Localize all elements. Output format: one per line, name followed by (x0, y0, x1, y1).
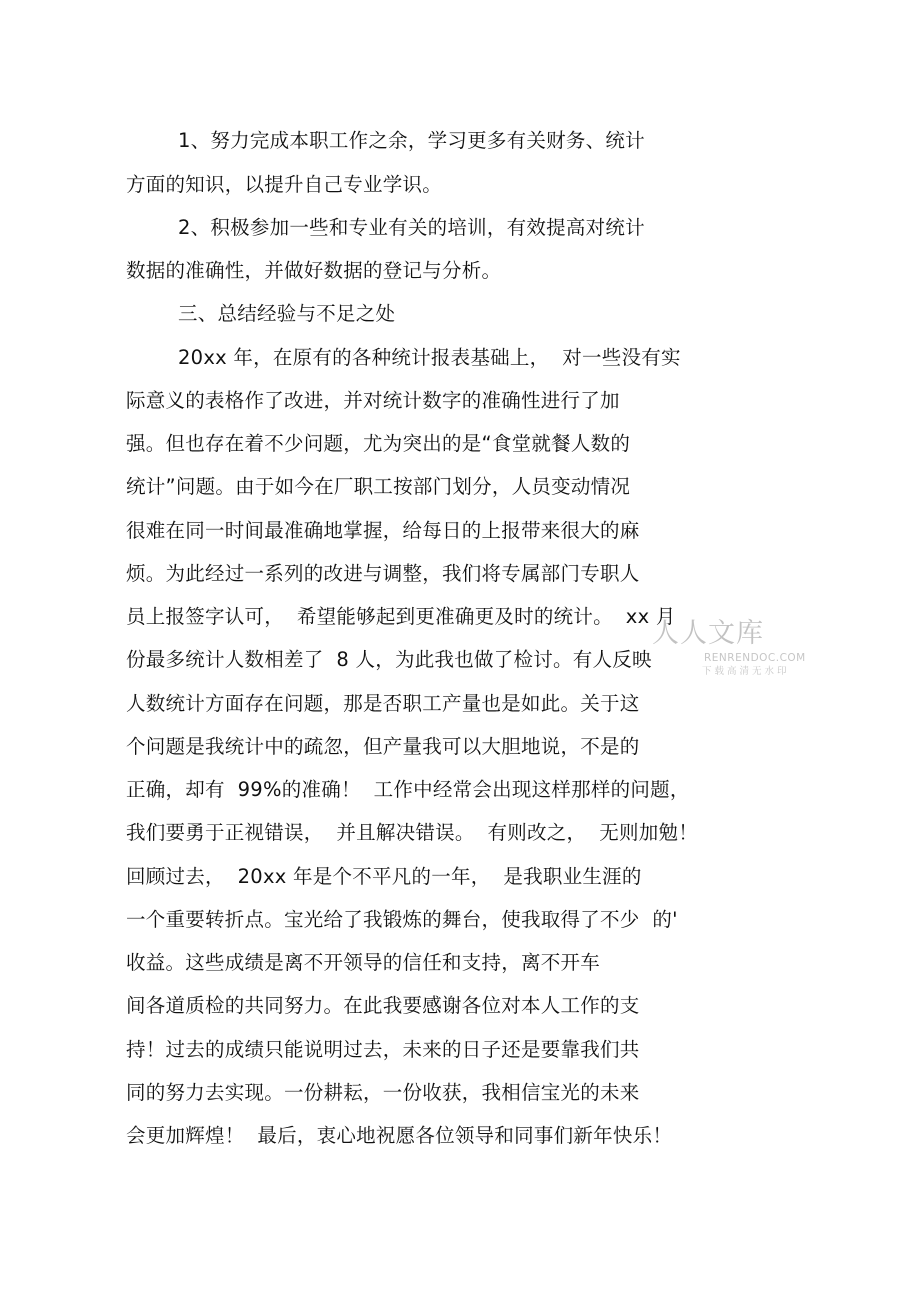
text-line: 员上报签字认可， 希望能够起到更准确更及时的统计。 xx 月 (126, 605, 676, 628)
text-line: 同的努力去实现。一份耕耘，一份收获，我相信宝光的未来 (126, 1081, 640, 1104)
text-line: 间各道质检的共同努力。在此我要感谢各位对本人工作的支 (126, 994, 640, 1017)
text-line: 人数统计方面存在问题，那是否职工产量也是如此。关于这 (126, 692, 640, 715)
text-line: 20xx 年，在原有的各种统计报表基础上， 对一些没有实 (178, 346, 681, 369)
text-line: 2、积极参加一些和专业有关的培训，有效提高对统计 (178, 216, 645, 239)
text-line: 统计”问题。由于如今在厂职工按部门划分，人员变动情况 (126, 475, 631, 498)
text-line: 会更加辉煌！ 最后，衷心地祝愿各位领导和同事们新年快乐！ (126, 1124, 673, 1147)
text-line: 强。但也存在着不少问题，尤为突出的是“食堂就餐人数的 (126, 432, 631, 455)
text-line: 收益。这些成绩是离不开领导的信任和支持，离不开车 (126, 951, 601, 974)
section-heading: 三、总结经验与不足之处 (178, 302, 396, 325)
text-line: 我们要勇于正视错误， 并且解决错误。 有则改之， 无则加勉！ (126, 821, 698, 844)
watermark (648, 618, 806, 684)
text-line: 个问题是我统计中的疏忽，但产量我可以大胆地说，不是的 (126, 735, 640, 758)
watermark-tagline: 下载高清无水印 (702, 666, 790, 677)
watermark-title: 人人文库 (652, 618, 764, 649)
text-line: 份最多统计人数相差了 8 人，为此我也做了检讨。有人反映 (126, 648, 652, 671)
text-line: 一个重要转折点。宝光给了我锻炼的舞台，使我取得了不少 的' (126, 908, 678, 931)
text-line: 烦。为此经过一系列的改进与调整，我们将专属部门专职人 (126, 562, 640, 585)
text-line: 1、努力完成本职工作之余，学习更多有关财务、统计 (178, 129, 645, 152)
text-line: 正确，却有 99%的准确！ 工作中经常会出现这样那样的问题， (126, 778, 690, 801)
text-line: 方面的知识，以提升自己专业学识。 (126, 173, 443, 196)
watermark-domain: RENRENDOC.COM (704, 652, 806, 664)
text-line: 持！过去的成绩只能说明过去，未来的日子还是要靠我们共 (126, 1038, 640, 1061)
text-line: 际意义的表格作了改进，并对统计数字的准确性进行了加 (126, 389, 620, 412)
text-line: 很难在同一时间最准确地掌握，给每日的上报带来很大的麻 (126, 519, 640, 542)
text-line: 回顾过去， 20xx 年是个不平凡的一年， 是我职业生涯的 (126, 865, 642, 888)
text-line: 数据的准确性，并做好数据的登记与分析。 (126, 259, 502, 282)
